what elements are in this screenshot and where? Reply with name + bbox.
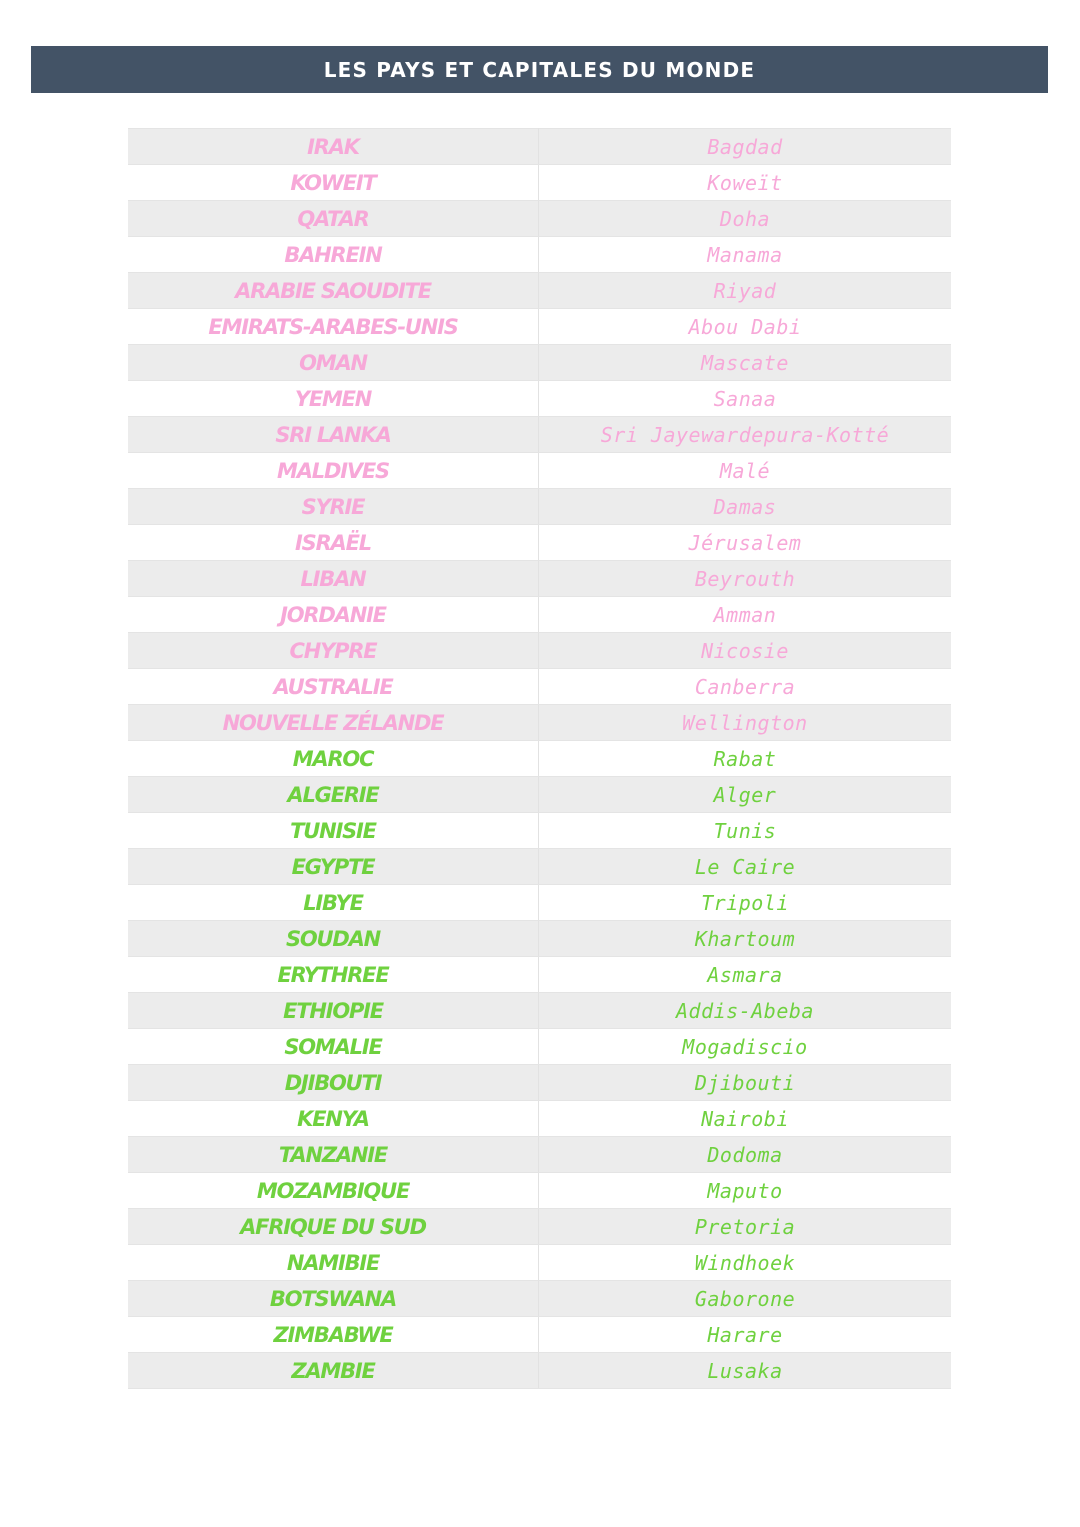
country-cell: NAMIBIE [128,1245,539,1281]
capital-cell: Beyrouth [539,561,952,597]
table-row [128,1101,951,1137]
country-cell: TANZANIE [128,1137,539,1173]
table-row [128,741,951,777]
capital-cell: Jérusalem [539,525,952,561]
table-row [128,417,951,453]
country-cell: ARABIE SAOUDITE [128,273,539,309]
table-row [128,309,951,345]
table-row [128,597,951,633]
table-row [128,525,951,561]
country-cell: ETHIOPIE [128,993,539,1029]
capital-cell: Djibouti [539,1065,952,1101]
table-row [128,237,951,273]
table-row [128,705,951,741]
country-cell: AFRIQUE DU SUD [128,1209,539,1245]
table-row [128,1317,951,1353]
country-cell: MOZAMBIQUE [128,1173,539,1209]
country-cell: MAROC [128,741,539,777]
capital-cell: Mascate [539,345,952,381]
capital-cell: Alger [539,777,952,813]
table-row [128,453,951,489]
table-row [128,957,951,993]
page-title: LES PAYS ET CAPITALES DU MONDE [323,57,756,82]
capital-cell: Lusaka [539,1353,952,1389]
country-cell: IRAK [128,129,539,165]
capital-cell: Malé [539,453,952,489]
table-row [128,633,951,669]
table-row [128,1281,951,1317]
capital-cell: Nairobi [539,1101,952,1137]
capital-cell: Riyad [539,273,952,309]
table-row [128,777,951,813]
country-cell: CHYPRE [128,633,539,669]
country-cell: TUNISIE [128,813,539,849]
capital-cell: Amman [539,597,952,633]
table-row [128,849,951,885]
capital-cell: Addis-Abeba [539,993,952,1029]
country-cell: SRI LANKA [128,417,539,453]
country-cell: EMIRATS-ARABES-UNIS [128,309,539,345]
table-row [128,669,951,705]
country-cell: NOUVELLE ZÉLANDE [128,705,539,741]
capital-cell: Asmara [539,957,952,993]
capital-cell: Gaborone [539,1281,952,1317]
country-cell: DJIBOUTI [128,1065,539,1101]
capital-cell: Canberra [539,669,952,705]
table-row [128,885,951,921]
capital-cell: Pretoria [539,1209,952,1245]
capital-cell: Manama [539,237,952,273]
country-cell: SOMALIE [128,1029,539,1065]
capital-cell: Nicosie [539,633,952,669]
capital-cell: Le Caire [539,849,952,885]
capital-cell: Abou Dabi [539,309,952,345]
country-cell: LIBAN [128,561,539,597]
capital-cell: Mogadiscio [539,1029,952,1065]
capital-cell: Maputo [539,1173,952,1209]
country-cell: SOUDAN [128,921,539,957]
capital-cell: Rabat [539,741,952,777]
country-cell: SYRIE [128,489,539,525]
capital-cell: Dodoma [539,1137,952,1173]
table-body [128,129,951,1389]
country-cell: BAHREIN [128,237,539,273]
table-row [128,1353,951,1389]
capital-cell: Sri Jayewardepura-Kotté [539,417,952,453]
capital-cell: Damas [539,489,952,525]
capital-cell: Sanaa [539,381,952,417]
table-row [128,993,951,1029]
country-cell: ZAMBIE [128,1353,539,1389]
country-cell: MALDIVES [128,453,539,489]
table-row [128,813,951,849]
table-row [128,165,951,201]
country-cell: QATAR [128,201,539,237]
table-row [128,1029,951,1065]
country-cell: ALGERIE [128,777,539,813]
capital-cell: Wellington [539,705,952,741]
capital-cell: Harare [539,1317,952,1353]
title-banner [31,46,1048,93]
capital-cell: Windhoek [539,1245,952,1281]
countries-capitals-table [128,128,951,1389]
table-row [128,1065,951,1101]
country-cell: OMAN [128,345,539,381]
table-row [128,1209,951,1245]
table-row [128,201,951,237]
capital-cell: Bagdad [539,129,952,165]
country-cell: YEMEN [128,381,539,417]
country-cell: AUSTRALIE [128,669,539,705]
table-row [128,1173,951,1209]
country-cell: EGYPTE [128,849,539,885]
table-row [128,561,951,597]
capital-cell: Koweït [539,165,952,201]
country-cell: ZIMBABWE [128,1317,539,1353]
country-cell: BOTSWANA [128,1281,539,1317]
capital-cell: Doha [539,201,952,237]
table-row [128,381,951,417]
capital-cell: Khartoum [539,921,952,957]
country-cell: JORDANIE [128,597,539,633]
table-row [128,129,951,165]
table-row [128,273,951,309]
capital-cell: Tripoli [539,885,952,921]
table-row [128,921,951,957]
capital-cell: Tunis [539,813,952,849]
country-cell: KENYA [128,1101,539,1137]
table-row [128,1245,951,1281]
table-row [128,489,951,525]
table-row [128,1137,951,1173]
country-cell: ISRAËL [128,525,539,561]
table-row [128,345,951,381]
country-cell: KOWEIT [128,165,539,201]
country-cell: ERYTHREE [128,957,539,993]
country-cell: LIBYE [128,885,539,921]
